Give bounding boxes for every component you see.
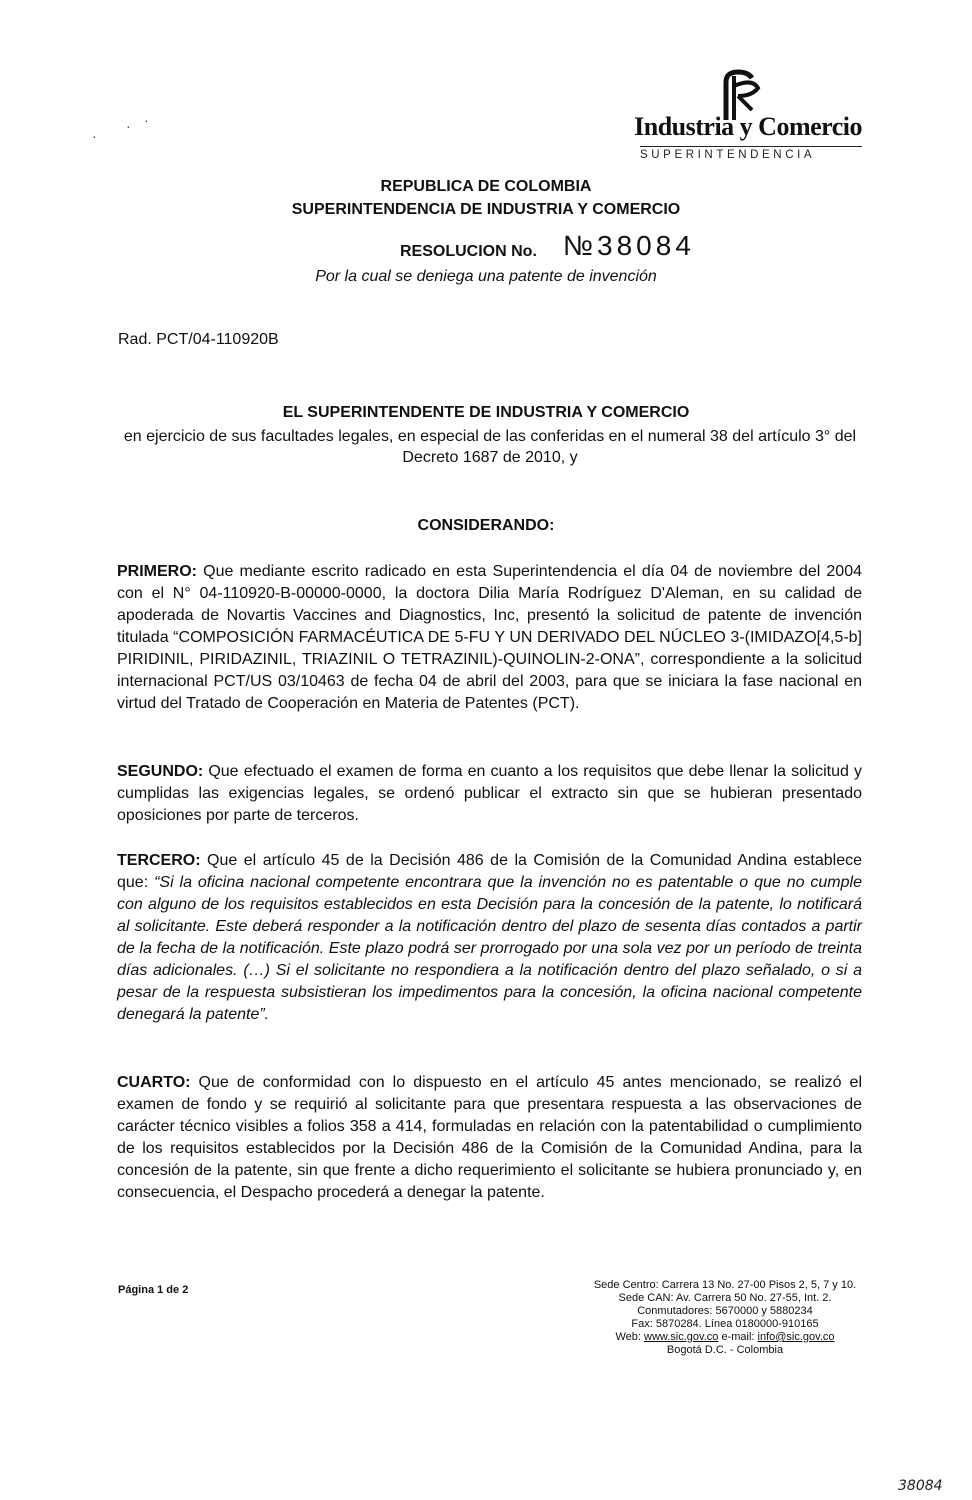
paragraph-cuarto <box>117 1072 862 1204</box>
authority-text: en ejercicio de sus facultades legales, en especial de las conferidas en el numeral 38 del artículo 3° del Decreto 1687 de 2010, y <box>123 428 857 466</box>
paragraph-lead: TERCERO: <box>117 852 201 869</box>
logo-divider <box>640 146 862 147</box>
web-label: Web: <box>615 1331 645 1343</box>
paragraph-primero <box>117 561 862 715</box>
paragraph-lead: CUARTO: <box>117 1074 191 1091</box>
logo-subtitle: SUPERINTENDENCIA <box>640 149 816 161</box>
entity-title: SUPERINTENDENCIA DE INDUSTRIA Y COMERCIO <box>291 201 681 218</box>
paragraph-text: Que efectuado el examen de forma en cuanto a los requisitos que debe llenar la solicitud y cumplidas las exigencias legales, se ordenó publicar el extracto sin que se hubieran presentado oposiciones por parte de terceros. <box>117 763 862 824</box>
fax: Fax: 5870284. Línea 0180000-910165 <box>631 1318 819 1330</box>
web-line <box>560 1331 890 1344</box>
paragraph-text: Que el artículo 45 de la Decisión 486 de la Comisión de la Comunidad Andina establece que: <box>117 852 862 891</box>
scan-speck: · <box>144 112 149 128</box>
paragraph-text: Que mediante escrito radicado en esta Superintendencia el día 04 de noviembre del 2004 con el N° 04-110920-B-00000-0000, la doctora Dilia María Rodríguez D'Aleman, en su calidad de apoderada de Novartis Vaccines and Diagnostics, Inc, presentó la solicitud de patente de invención titulada “COMPOSICIÓN FARMACÉUTICA DE 5-FU Y UN DERIVADO DEL NÚCLEO 3-(IMIDAZO[4,5-b] PIRIDINIL, PIRIDAZINIL, TRIAZINIL O TETRAZINIL)-QUINOLIN-2-ONA”, correspondiente a la solicitud internacional PCT/US 03/10463 de fecha 04 de abril del 2003, para que se iniciara la fase nacional en virtud del Tratado de Cooperación en Materia de Patentes (PCT). <box>117 563 862 712</box>
paragraph-segundo <box>117 761 862 827</box>
phones: Conmutadores: 5670000 y 5880234 <box>637 1305 813 1317</box>
paragraph-lead: SEGUNDO: <box>117 763 204 780</box>
email-label: e-mail: <box>718 1331 758 1343</box>
email-link[interactable]: info@sic.gov.co <box>757 1331 835 1343</box>
authority-title: EL SUPERINTENDENTE DE INDUSTRIA Y COMERCIO <box>282 404 690 421</box>
country-title: REPUBLICA DE COLOMBIA <box>380 178 592 195</box>
footer-address <box>560 1279 890 1357</box>
paragraph-tercero <box>117 850 862 1026</box>
scan-speck: · <box>126 118 131 134</box>
web-link[interactable]: www.sic.gov.co <box>644 1331 719 1343</box>
resolution-number: №38084 <box>563 230 695 261</box>
resolution-subject: Por la cual se deniega una patente de invención <box>315 268 657 285</box>
city: Bogotá D.C. - Colombia <box>666 1344 784 1356</box>
paragraph-text: Que de conformidad con lo dispuesto en el artículo 45 antes mencionado, se realizó el examen de fondo y se requirió al solicitante para que presentara respuesta a las observaciones de carácter técnico visibles a folios 358 a 414, formuladas en relación con la patentabilidad o cumplimiento de los requisitos establecidos por la Decisión 486 de la Comisión de la Comunidad Andina, para la concesión de la patente, sin que frente a dicho requerimiento el solicitante se hubiera pronunciado y, en consecuencia, el Despacho procederá a denegar la patente. <box>117 1074 862 1201</box>
address-centro: Sede Centro: Carrera 13 No. 27-00 Pisos 2, 5, 7 y 10. <box>593 1279 857 1291</box>
paragraph-quote: “Si la oficina nacional competente encontrara que la invención no es patentable o que no cumple con alguno de los requisitos establecidos en esta Decisión para la concesión de la patente, lo notificará al solicitante. Este deberá responder a la notificación dentro del plazo de sesenta días contados a partir de la fecha de la notificación. Este plazo podrá ser prorrogado por una sola vez por un período de treinta días adicionales. (…) Si el solicitante no respondiera a la notificación dentro del plazo señalado, o si a pesar de la respuesta subsistieran los impedimentos para la concesión, la oficina nacional competente denegará la patente”. <box>117 874 862 1023</box>
logo-name: Industria y Comercio <box>634 112 862 141</box>
scan-speck: · <box>92 128 97 144</box>
rad-number: Rad. PCT/04-110920B <box>118 331 279 348</box>
paragraph-lead: PRIMERO: <box>117 563 197 580</box>
handwritten-number: 38084 <box>898 1478 943 1494</box>
considerando-heading: CONSIDERANDO: <box>417 517 555 534</box>
resolution-label: RESOLUCION No. <box>400 243 537 260</box>
page-number: Página 1 de 2 <box>118 1284 189 1296</box>
address-can: Sede CAN: Av. Carrera 50 No. 27-55, Int. 2. <box>618 1292 832 1304</box>
